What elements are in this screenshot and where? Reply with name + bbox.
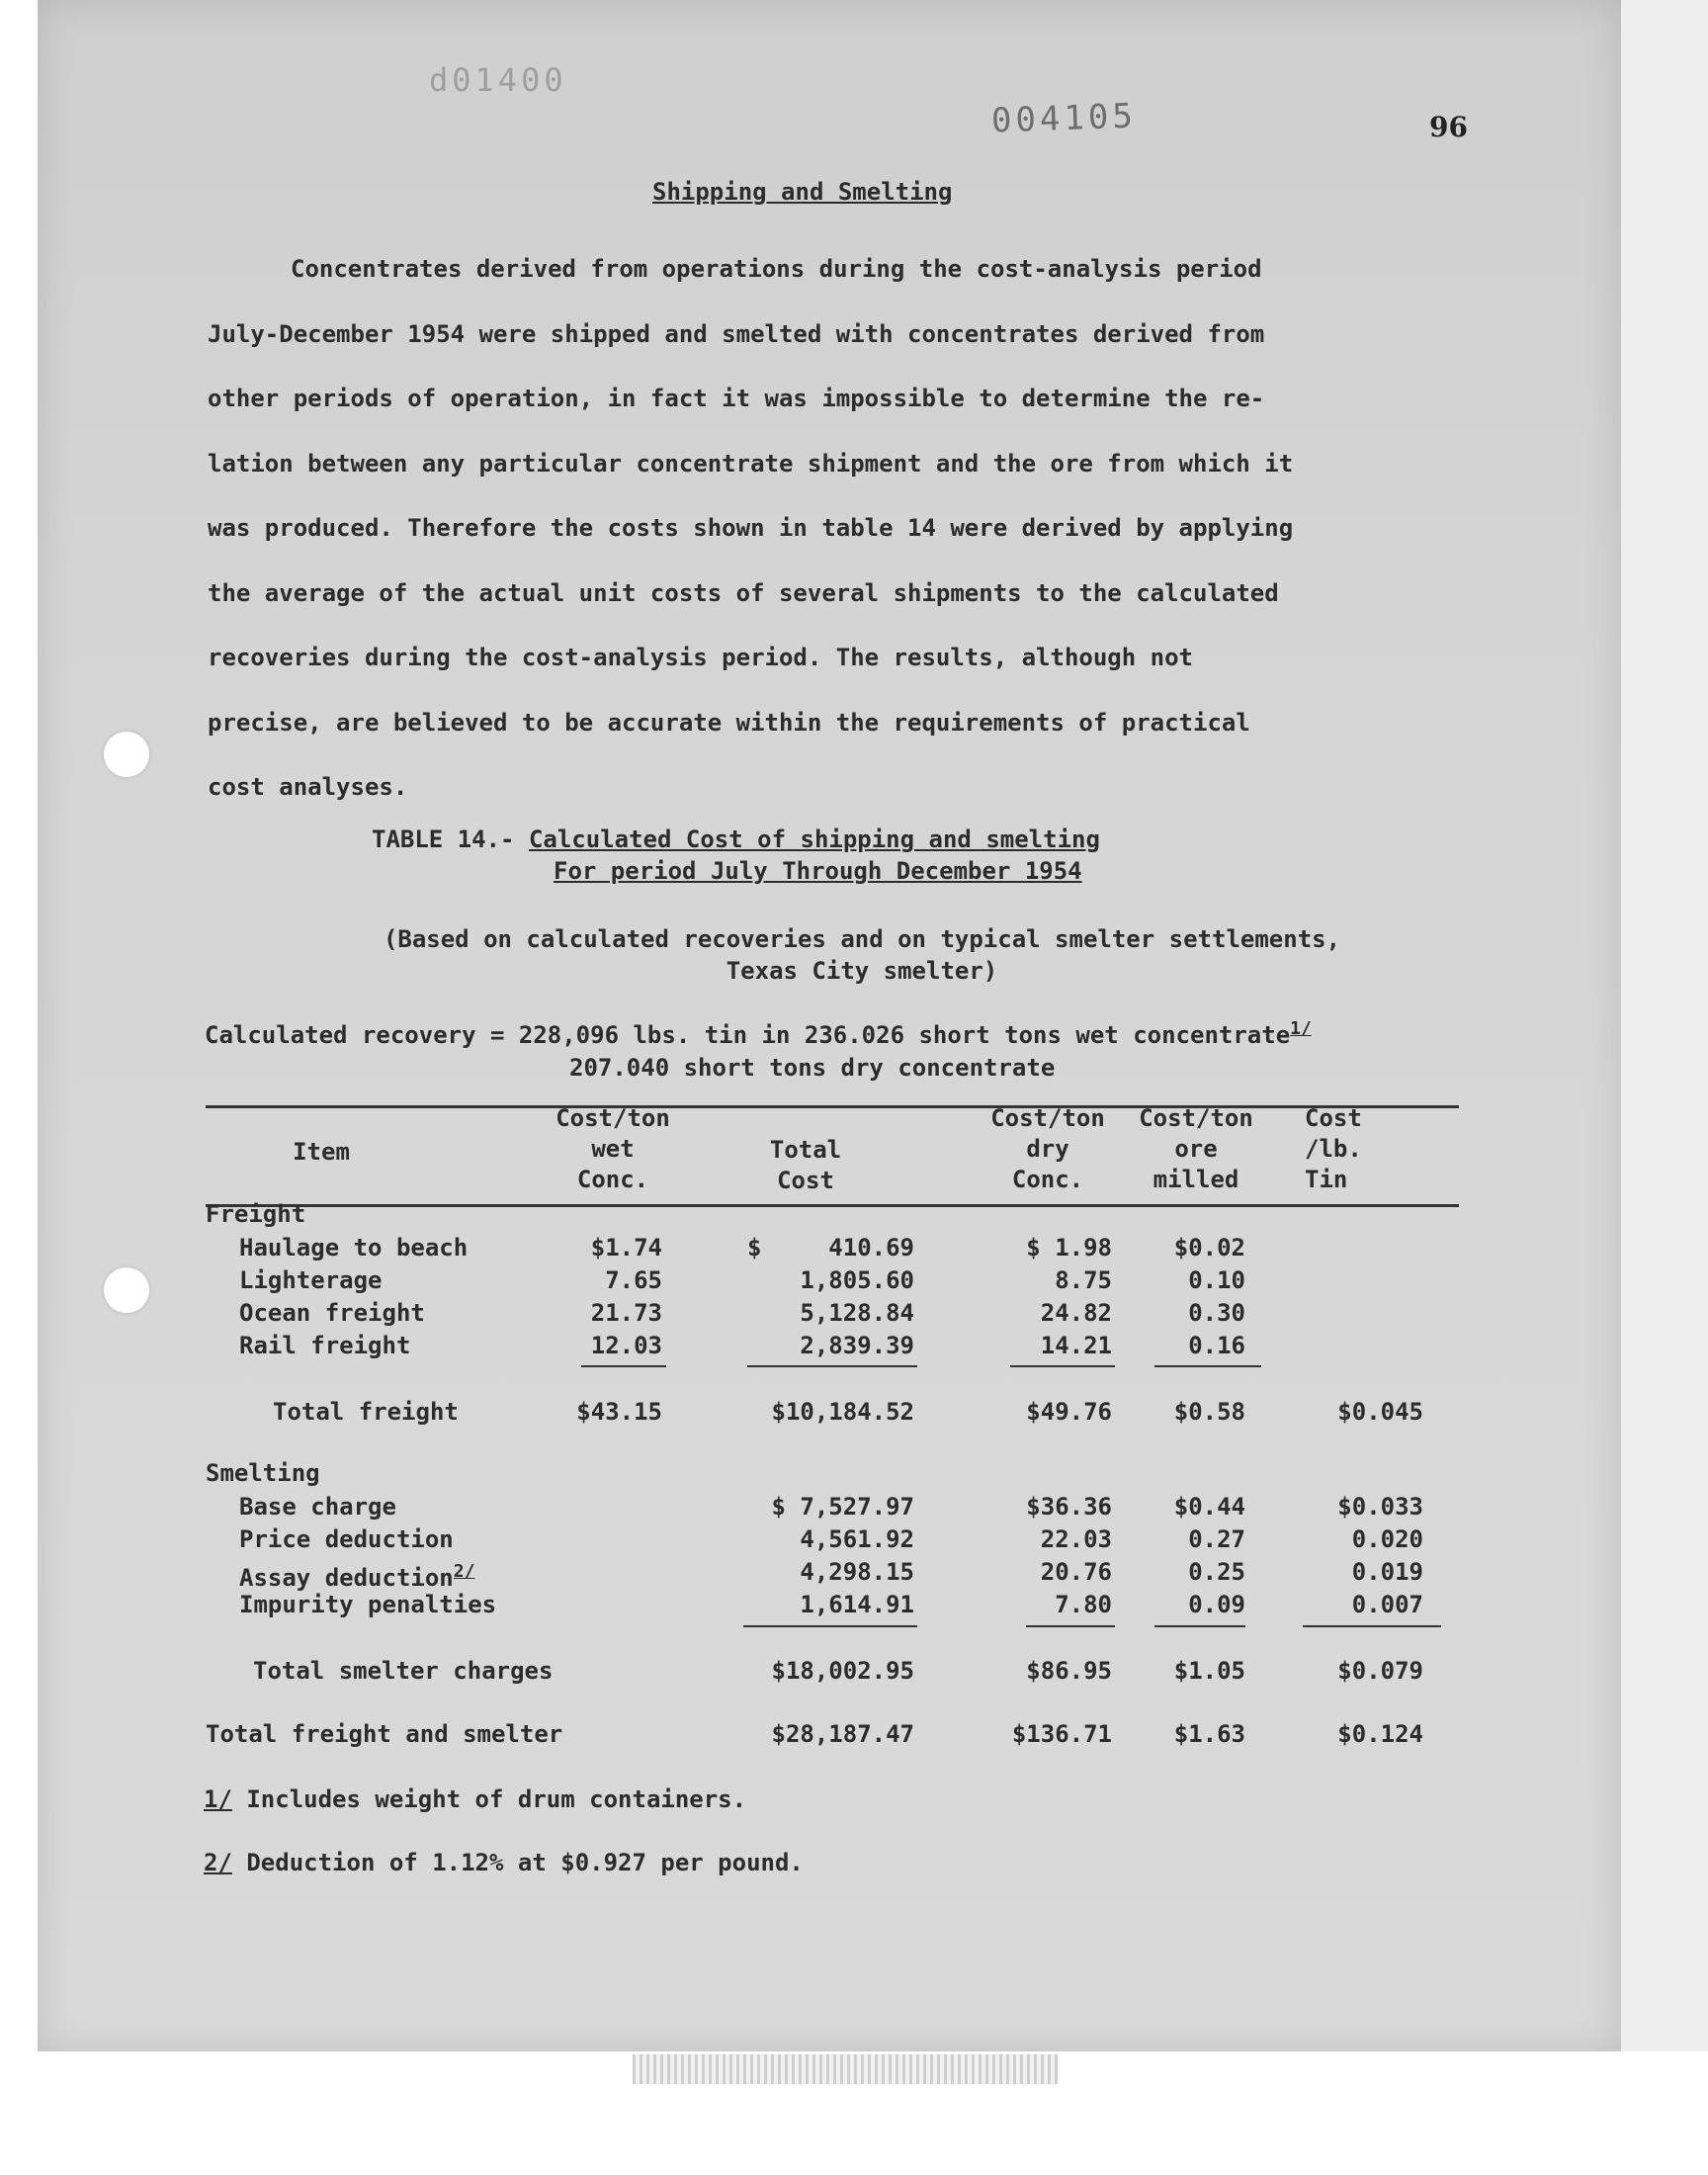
- cell-total: $10,184.52: [771, 1398, 914, 1426]
- cell-lb: 0.019: [1351, 1558, 1423, 1586]
- header-line: Tin: [1305, 1166, 1348, 1193]
- recovery-text: Calculated recovery = 228,096 lbs. tin in 236.026 short tons wet concentrate: [205, 1021, 1291, 1049]
- subtotal-rule: [1303, 1625, 1441, 1627]
- paragraph-line: cost analyses.: [208, 773, 408, 801]
- cell-dry: 22.03: [1040, 1525, 1112, 1553]
- col-header-wet: [539, 1103, 687, 1195]
- paragraph-line: Concentrates derived from operations during the cost-analysis period: [291, 255, 1262, 283]
- header-line: wet: [591, 1135, 635, 1163]
- cell-ore: 0.25: [1188, 1558, 1245, 1586]
- header-line: Cost/ton: [990, 1104, 1105, 1132]
- table-note: [289, 923, 1435, 987]
- subtotal-rule: [743, 1625, 917, 1627]
- table-subtitle: For period July Through December 1954: [554, 857, 1082, 885]
- table-row-item: Lighterage: [239, 1266, 383, 1294]
- paragraph-line: lation between any particular concentrate shipment and the ore from which it: [208, 449, 1294, 478]
- cell-total: 4,561.92: [800, 1525, 914, 1553]
- table-row-item: Ocean freight: [239, 1299, 425, 1327]
- section-label-freight: Freight: [206, 1200, 306, 1228]
- cell-lb: $0.045: [1337, 1398, 1423, 1426]
- cell-dry: $36.36: [1026, 1493, 1112, 1521]
- col-header-total: [751, 1135, 860, 1196]
- faint-stamp: d01400: [429, 61, 567, 99]
- footnote-ref: 2/: [453, 1561, 475, 1582]
- cell-total: $ 7,527.97: [771, 1493, 914, 1521]
- table-note-line: Texas City smelter): [726, 957, 998, 985]
- page-number: 96: [1429, 111, 1468, 143]
- col-header-item: Item: [293, 1138, 350, 1166]
- footnote-text: Deduction of 1.12% at $0.927 per pound.: [246, 1849, 804, 1876]
- scan-artifact: [633, 2054, 1058, 2084]
- cell-dry: 7.80: [1055, 1591, 1112, 1618]
- cell-dry: $ 1.98: [1026, 1234, 1112, 1262]
- table-row-item: Haulage to beach: [239, 1234, 469, 1262]
- header-line: Conc.: [1011, 1166, 1084, 1193]
- cell-ore: $0.02: [1173, 1234, 1245, 1262]
- cell-lb: 0.020: [1351, 1525, 1423, 1553]
- footnote-ref: 1/: [1290, 1018, 1312, 1039]
- paragraph-line: was produced. Therefore the costs shown in table 14 were derived by applying: [208, 514, 1294, 542]
- table-row-item: Impurity penalties: [239, 1591, 497, 1618]
- footnote-marker: 1/: [204, 1785, 232, 1813]
- cell-ore: $0.58: [1173, 1398, 1245, 1426]
- grand-total-label: Total freight and smelter: [206, 1720, 563, 1748]
- header-line: Cost/ton: [1139, 1104, 1253, 1132]
- cell-ore: $0.44: [1173, 1493, 1245, 1521]
- header-line: Total: [769, 1136, 842, 1164]
- cell-ore: 0.16: [1188, 1332, 1245, 1359]
- header-line: milled: [1153, 1166, 1239, 1193]
- cell-ore: 0.10: [1188, 1266, 1245, 1294]
- cell-wet: 21.73: [590, 1299, 662, 1327]
- recovery-dry-line: 207.040 short tons dry concentrate: [569, 1054, 1056, 1082]
- table-note-line: (Based on calculated recoveries and on typical smelter settlements,: [383, 925, 1341, 953]
- cell-total: 1,805.60: [800, 1266, 914, 1294]
- cell-wet: 7.65: [605, 1266, 662, 1294]
- paragraph-line: recoveries during the cost-analysis period. The results, although not: [208, 644, 1193, 671]
- header-line: Cost: [1305, 1104, 1362, 1132]
- header-line: ore: [1174, 1135, 1218, 1163]
- header-line: dry: [1026, 1135, 1069, 1163]
- document-stamp: 004105: [990, 96, 1138, 141]
- subtotal-rule: [747, 1365, 917, 1367]
- header-line: Cost/ton: [555, 1104, 670, 1132]
- col-header-dry: [974, 1103, 1122, 1195]
- punch-hole: [104, 732, 149, 777]
- table-caption: [372, 826, 1100, 853]
- cell-total: 2,839.39: [800, 1332, 914, 1359]
- cell-lb: $0.124: [1337, 1720, 1423, 1748]
- paragraph-line: precise, are believed to be accurate within the requirements of practical: [208, 708, 1250, 737]
- col-header-ore: [1122, 1103, 1270, 1195]
- header-line: Cost: [777, 1167, 834, 1194]
- col-header-lb: [1305, 1103, 1384, 1195]
- cell-wet: $1.74: [590, 1234, 662, 1262]
- paragraph-line: the average of the actual unit costs of several shipments to the calculated: [208, 578, 1279, 607]
- cell-ore: 0.27: [1188, 1525, 1245, 1553]
- cell-total-symbol: $: [747, 1234, 762, 1262]
- cell-ore: 0.30: [1188, 1299, 1245, 1327]
- footnote-marker: 2/: [204, 1849, 232, 1876]
- section-heading: Shipping and Smelting: [652, 178, 953, 206]
- cell-total: $18,002.95: [771, 1657, 914, 1685]
- cell-dry: $86.95: [1026, 1657, 1112, 1685]
- cell-wet: $43.15: [576, 1398, 662, 1426]
- table-row-item: Base charge: [239, 1493, 396, 1521]
- scanner-margin: [1621, 0, 1708, 2051]
- cell-lb: 0.007: [1351, 1591, 1423, 1618]
- table-row-item: Price deduction: [239, 1525, 454, 1553]
- cell-ore: $1.05: [1173, 1657, 1245, 1685]
- punch-hole: [104, 1267, 149, 1313]
- header-line: /lb.: [1305, 1135, 1362, 1163]
- table-title: Calculated Cost of shipping and smelting: [528, 826, 1100, 853]
- cell-total: 4,298.15: [800, 1558, 914, 1586]
- table-top-rule: [206, 1105, 1459, 1108]
- cell-total: 5,128.84: [800, 1299, 914, 1327]
- paragraph-line: other periods of operation, in fact it was impossible to determine the re-: [208, 385, 1265, 412]
- body-paragraph: [208, 237, 1493, 821]
- cell-total: $28,187.47: [771, 1720, 914, 1748]
- paragraph-line: July-December 1954 were shipped and smelted with concentrates derived from: [208, 319, 1265, 348]
- subtotal-rule: [581, 1365, 666, 1367]
- cell-dry: $49.76: [1026, 1398, 1112, 1426]
- subtotal-rule: [1154, 1365, 1261, 1367]
- cell-ore: $1.63: [1173, 1720, 1245, 1748]
- item-text: Assay deduction: [239, 1564, 454, 1592]
- recovery-line: [205, 1018, 1312, 1049]
- total-smelter-label: Total smelter charges: [253, 1657, 554, 1685]
- cell-total: 1,614.91: [800, 1591, 914, 1618]
- cell-dry: 14.21: [1040, 1332, 1112, 1359]
- subtotal-rule: [1026, 1625, 1115, 1627]
- cell-ore: 0.09: [1188, 1591, 1245, 1618]
- subtotal-rule: [1010, 1365, 1115, 1367]
- table-label: TABLE 14.-: [372, 826, 515, 853]
- cell-wet: 12.03: [590, 1332, 662, 1359]
- footnote: [204, 1785, 746, 1813]
- cell-dry: 24.82: [1040, 1299, 1112, 1327]
- cell-dry: 8.75: [1055, 1266, 1112, 1294]
- cell-total: 410.69: [828, 1234, 914, 1262]
- section-label-smelting: Smelting: [206, 1459, 320, 1487]
- header-bottom-rule: [206, 1204, 1459, 1207]
- total-freight-label: Total freight: [273, 1398, 459, 1426]
- cell-lb: $0.033: [1337, 1493, 1423, 1521]
- table-row-item: Rail freight: [239, 1332, 411, 1359]
- footnote-text: Includes weight of drum containers.: [246, 1785, 747, 1813]
- footnote: [204, 1849, 804, 1876]
- cell-dry: 20.76: [1040, 1558, 1112, 1586]
- subtotal-rule: [1154, 1625, 1245, 1627]
- header-line: Conc.: [576, 1166, 649, 1193]
- cell-dry: $136.71: [1011, 1720, 1112, 1748]
- cell-lb: $0.079: [1337, 1657, 1423, 1685]
